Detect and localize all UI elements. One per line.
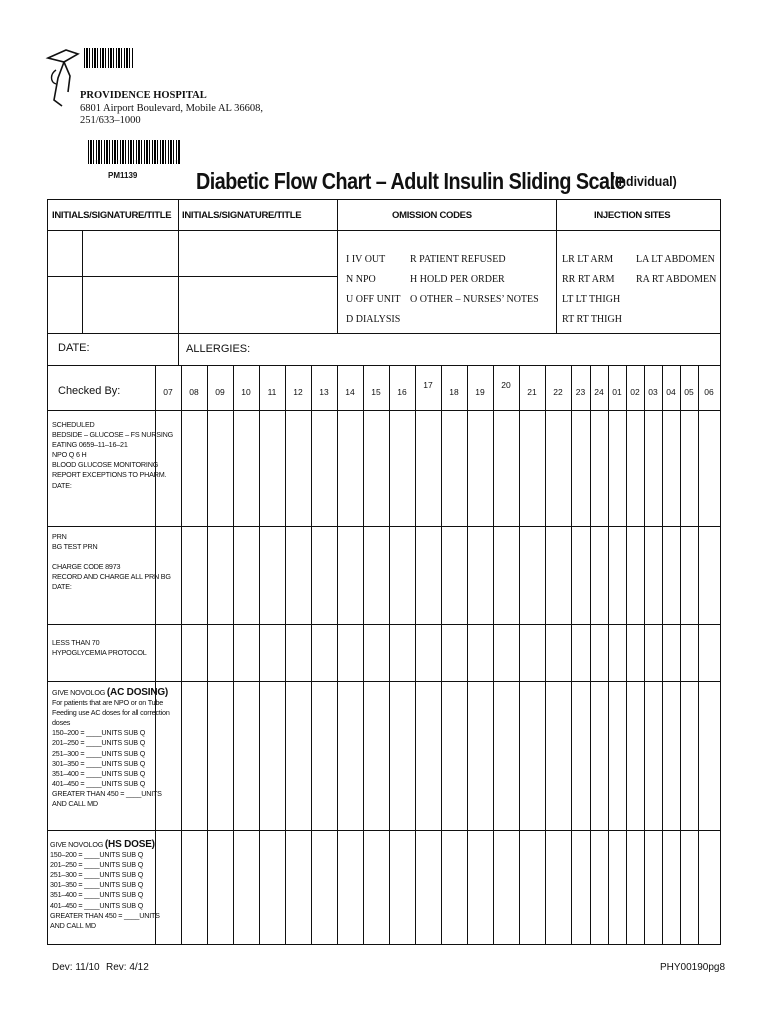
omission-code-iv-out: I IV OUT	[346, 254, 386, 265]
prn-line: RECORD AND CHARGE ALL PRN BG	[52, 572, 171, 582]
ac-dosing-section	[52, 688, 170, 809]
date-label: DATE:	[58, 342, 90, 354]
injection-sites-header: INJECTION SITES	[594, 210, 671, 221]
hour-18: 18	[449, 387, 459, 397]
site-lt-abdomen: LA LT ABDOMEN	[636, 254, 715, 265]
hs-line: 150–200 = ____UNITS SUB Q	[50, 850, 144, 860]
omission-codes-right	[410, 250, 539, 310]
hs-line: 301–350 = ____UNITS SUB Q	[50, 880, 144, 890]
hour-13: 13	[319, 387, 329, 397]
hs-dose-title: GIVE NOVOLOG (HS DOSE)	[50, 839, 155, 850]
prn-line: DATE:	[52, 582, 72, 592]
hs-line: AND CALL MD	[50, 920, 96, 930]
site-lt-thigh: LT LT THIGH	[562, 294, 621, 305]
address-line-2: 251/633–1000	[80, 115, 141, 126]
hour-01: 01	[612, 387, 622, 397]
omission-codes-left	[346, 250, 400, 330]
hour-07: 07	[163, 387, 173, 397]
ac-line: 301–350 = ____UNITS SUB Q	[52, 758, 146, 768]
initials-header-2: INITIALS/SIGNATURE/TITLE	[182, 210, 302, 221]
checked-by-label: Checked By:	[58, 385, 121, 397]
prn-line: BG TEST PRN	[52, 542, 98, 552]
hs-line: 201–250 = ____UNITS SUB Q	[50, 860, 144, 870]
hour-24: 24	[594, 387, 604, 397]
address-line-1: 6801 Airport Boulevard, Mobile AL 36608,	[80, 102, 264, 114]
page-title: Diabetic Flow Chart – Adult Insulin Sliding Scale	[196, 168, 625, 194]
ac-line: 251–300 = ____UNITS SUB Q	[52, 748, 146, 758]
dev-date: Dev: 11/10	[52, 962, 100, 973]
omission-code-dialysis: D DIALYSIS	[346, 314, 401, 325]
allergies-label: ALLERGIES:	[186, 343, 251, 355]
hospital-name: PROVIDENCE HOSPITAL	[80, 90, 207, 101]
hs-line: 351–400 = ____UNITS SUB Q	[50, 890, 144, 900]
hour-03: 03	[648, 387, 658, 397]
scheduled-section	[52, 420, 173, 491]
hour-04: 04	[666, 387, 676, 397]
hour-08: 08	[189, 387, 199, 397]
ac-line: 201–250 = ____UNITS SUB Q	[52, 738, 146, 748]
form-id: PHY00190pg8	[660, 962, 726, 973]
form-code: PM1139	[108, 171, 138, 180]
scheduled-line: SCHEDULED	[52, 420, 95, 429]
ac-dosing-title: GIVE NOVOLOG (AC DOSING)	[52, 687, 169, 698]
ac-line: 401–450 = ____UNITS SUB Q	[52, 778, 146, 788]
hs-line: 251–300 = ____UNITS SUB Q	[50, 870, 144, 880]
hypo-line: HYPOGLYCEMIA PROTOCOL	[52, 648, 147, 658]
hour-21: 21	[527, 387, 537, 397]
omission-code-hold: H HOLD PER ORDER	[410, 274, 505, 285]
hour-17: 17	[423, 380, 433, 390]
hour-20: 20	[501, 380, 511, 390]
prn-line: PRN	[52, 532, 67, 541]
prn-line	[52, 552, 171, 562]
scheduled-line: BEDSIDE – GLUCOSE – FS NURSING	[52, 430, 174, 440]
site-rt-thigh: RT RT THIGH	[562, 314, 622, 325]
hour-10: 10	[241, 387, 251, 397]
scheduled-line: BLOOD GLUCOSE MONITORING	[52, 460, 159, 470]
ac-line: Feeding use AC doses for all correction	[52, 708, 170, 718]
hs-dose-section	[50, 840, 160, 931]
hour-15: 15	[371, 387, 381, 397]
page-subtitle: (Individual)	[611, 173, 677, 189]
hour-16: 16	[397, 387, 407, 397]
ac-line: 150–200 = ____UNITS SUB Q	[52, 728, 146, 738]
rev-date: Rev: 4/12	[106, 962, 149, 973]
ac-line: AND CALL MD	[52, 799, 98, 809]
omission-code-other: O OTHER – NURSES’ NOTES	[410, 294, 539, 305]
site-rt-abdomen: RA RT ABDOMEN	[636, 274, 717, 285]
hypo-line: LESS THAN 70	[52, 638, 100, 647]
hour-23: 23	[575, 387, 586, 397]
scheduled-line: DATE:	[52, 480, 72, 490]
omission-code-npo: N NPO	[346, 274, 376, 285]
ac-line: doses	[52, 718, 71, 728]
hs-line: 401–450 = ____UNITS SUB Q	[50, 900, 144, 910]
ac-line: For patients that are NPO or on Tube	[52, 698, 164, 708]
hour-09: 09	[215, 387, 225, 397]
hour-11: 11	[267, 387, 277, 397]
injection-sites-right	[636, 250, 716, 290]
scheduled-line: EATING 0659–11–16–21	[52, 440, 128, 450]
injection-sites-left	[562, 250, 622, 330]
hour-14: 14	[345, 387, 355, 397]
scheduled-line: REPORT EXCEPTIONS TO PHARM.	[52, 470, 167, 480]
omission-code-refused: R PATIENT REFUSED	[410, 254, 506, 265]
site-rt-arm: RR RT ARM	[562, 274, 615, 285]
hour-05: 05	[684, 387, 694, 397]
hypoglycemia-section	[52, 638, 147, 658]
prn-line: CHARGE CODE 8973	[52, 562, 121, 572]
hour-12: 12	[293, 387, 303, 397]
site-lt-arm: LR LT ARM	[562, 254, 614, 265]
hs-line: GREATER THAN 450 = ____UNITS	[50, 910, 160, 920]
initials-header-1: INITIALS/SIGNATURE/TITLE	[52, 210, 172, 221]
prn-section	[52, 532, 171, 592]
omission-codes-header: OMISSION CODES	[392, 210, 472, 221]
hour-19: 19	[475, 387, 485, 397]
hour-02: 02	[630, 387, 640, 397]
ac-line: GREATER THAN 450 = ____UNITS	[52, 788, 162, 798]
hour-22: 22	[553, 387, 563, 397]
ac-line: 351–400 = ____UNITS SUB Q	[52, 768, 146, 778]
omission-code-off-unit: U OFF UNIT	[346, 294, 401, 305]
scheduled-line: NPO Q 6 H	[52, 450, 87, 460]
hour-06: 06	[704, 387, 714, 397]
